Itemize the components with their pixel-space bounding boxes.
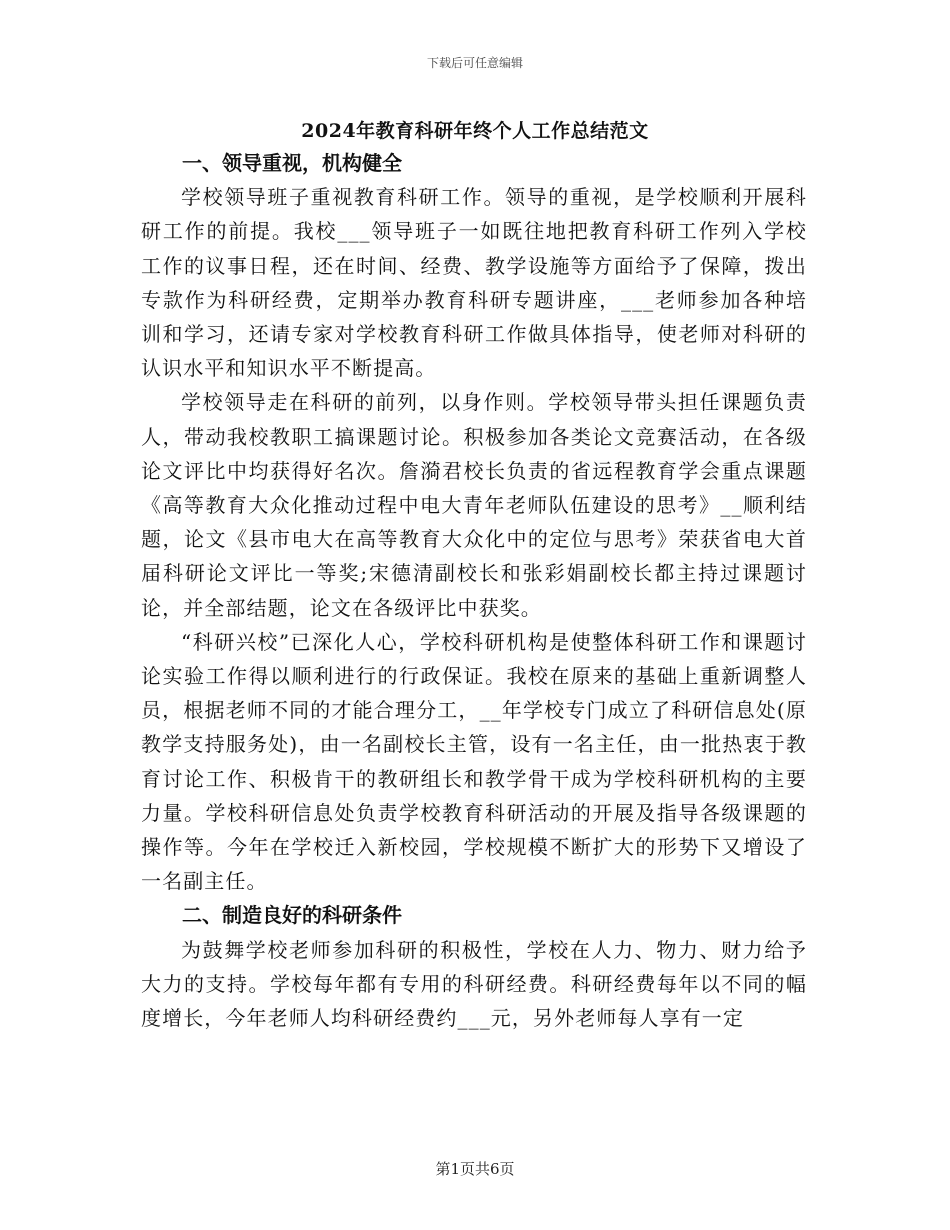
section-1-heading: 一、领导重视，机构健全 (182, 151, 402, 175)
section-1-paragraph-1: 学校领导班子重视教育科研工作。领导的重视，是学校顺利开展科研工作的前提。我校___领导班子一如既往地把教育科研工作列入学校工作的议事日程，还在时间、经费、教学设施等方面给予了保障，拨出专款作为科研经费，定期举办教育科研专题讲座，___老师参加各种培训和学习，还请专家对学校教育科研工作做具体指导，使老师对科研的认识水平和知识水平不断提高。 (141, 185, 807, 381)
document-body (141, 146, 807, 1035)
section-1 (141, 146, 807, 898)
page-number: 第1页共6页 (435, 1160, 515, 1178)
document-title: 2024年教育科研年终个人工作总结范文 (301, 120, 649, 142)
section-2-heading: 二、制造良好的科研条件 (182, 903, 402, 928)
page-header-note: 下载后可任意编辑 (426, 56, 523, 70)
section-1-paragraph-2: 学校领导走在科研的前列，以身作则。学校领导带头担任课题负责人，带动我校教职工搞课题讨论。积极参加各类论文竞赛活动，在各级论文评比中均获得好名次。詹漪君校长负责的省远程教育学会重点课题《高等教育大众化推动过程中电大青年老师队伍建设的思考》__顺利结题，论文《县市电大在高等教育大众化中的定位与思考》荣获省电大首届科研论文评比一等奖;宋德清副校长和张彩娟副校长都主持过课题讨论，并全部结题，论文在各级评比中获奖。 (141, 390, 807, 620)
section-1-paragraph-3: “科研兴校”已深化人心，学校科研机构是使整体科研工作和课题讨论实验工作得以顺利进行的行政保证。我校在原来的基础上重新调整人员，根据老师不同的才能合理分工，__年学校专门成立了科研信息处(原教学支持服务处)，由一名副校长主管，设有一名主任，由一批热衷于教育讨论工作、积极肯干的教研组长和教学骨干成为学校科研机构的主要力量。学校科研信息处负责学校教育科研活动的开展及指导各级课题的操作等。今年在学校迁入新校园，学校规模不断扩大的形势下又增设了一名副主任。 (141, 629, 807, 894)
section-2 (141, 898, 807, 1035)
section-2-paragraph-1: 为鼓舞学校老师参加科研的积极性，学校在人力、物力、财力给予大力的支持。学校每年都有专用的科研经费。科研经费每年以不同的幅度增长，今年老师人均科研经费约___元，另外老师每人享有一定 (141, 937, 807, 1031)
